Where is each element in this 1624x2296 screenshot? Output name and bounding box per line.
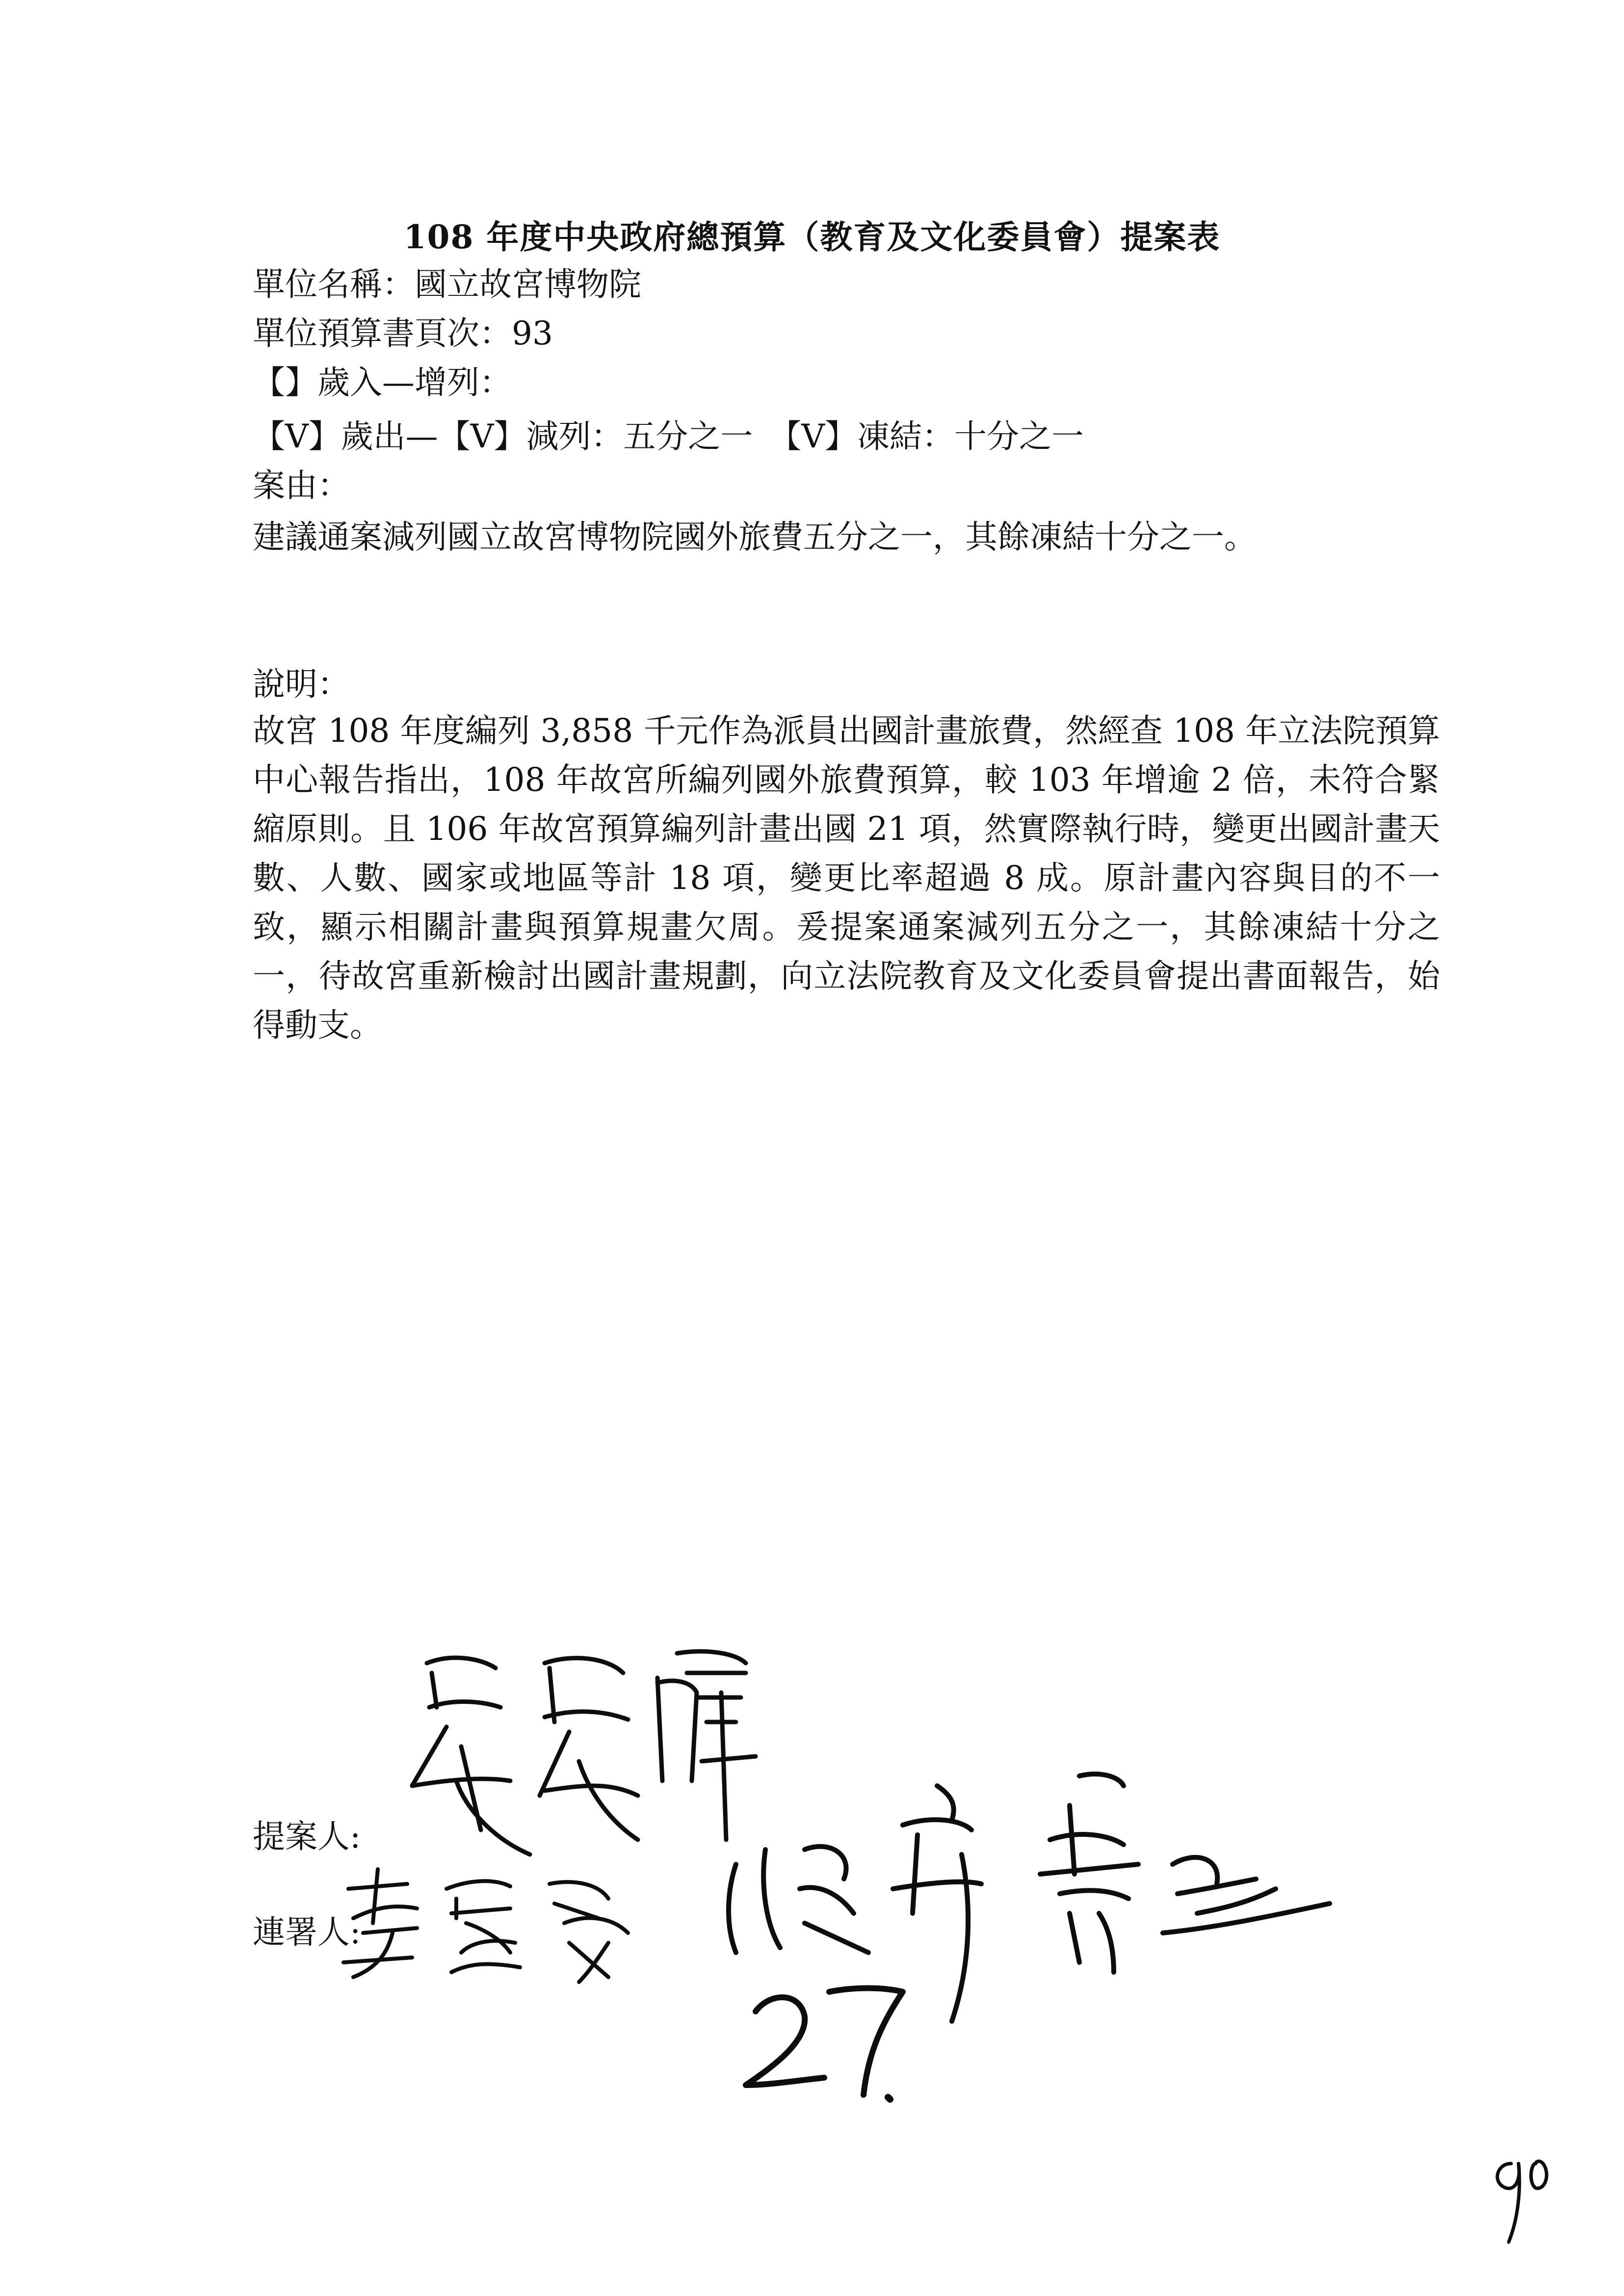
explanation-text: 故宮 108 年度編列 3,858 千元作為派員出國計畫旅費，然經查 108 年立法院預算中心報告指出，108 年故宮所編列國外旅費預算，較 103 年增逾 2 倍，未符合緊縮原則。且 106 年故宮預算編列計畫出國 21 項，然實際執行時，變更出國計畫天數、人數、國家或地區等計 18 項，變更比率超過 8 成。原計畫內容與目的不一致，顯示相關計畫與預算規畫欠周。爰提案通案減列五分之一，其餘凍結十分之一，待故宮重新檢討出國計畫規劃，向立法院教育及文化委員會提出書面報告，始得動支。: [253, 712, 1440, 1044]
cosigner-label: 連署人:: [253, 1913, 361, 1951]
cosigner-signature-1: [334, 1859, 667, 1987]
proposer-label: 提案人:: [253, 1818, 361, 1855]
revenue-line: 【】歲入—增列：: [253, 364, 512, 401]
handwritten-number-27: [726, 1972, 932, 2119]
document-title: 108 年度中央政府總預算（教育及文化委員會）提案表: [403, 218, 1221, 256]
explanation-heading: 說明：: [253, 665, 350, 703]
budget-page: 單位預算書頁次：93: [253, 314, 553, 352]
page-number-90: [1482, 2144, 1590, 2252]
case-text: 建議通案減列國立故宮博物院國外旅費五分之一，其餘凍結十分之一。: [253, 518, 1257, 556]
unit-name: 單位名稱：國立故宮博物院: [253, 265, 641, 303]
case-heading: 案由：: [253, 467, 350, 504]
expenditure-line: 【V】歲出—【V】減列：五分之一 【V】凍結：十分之一: [253, 417, 1084, 455]
